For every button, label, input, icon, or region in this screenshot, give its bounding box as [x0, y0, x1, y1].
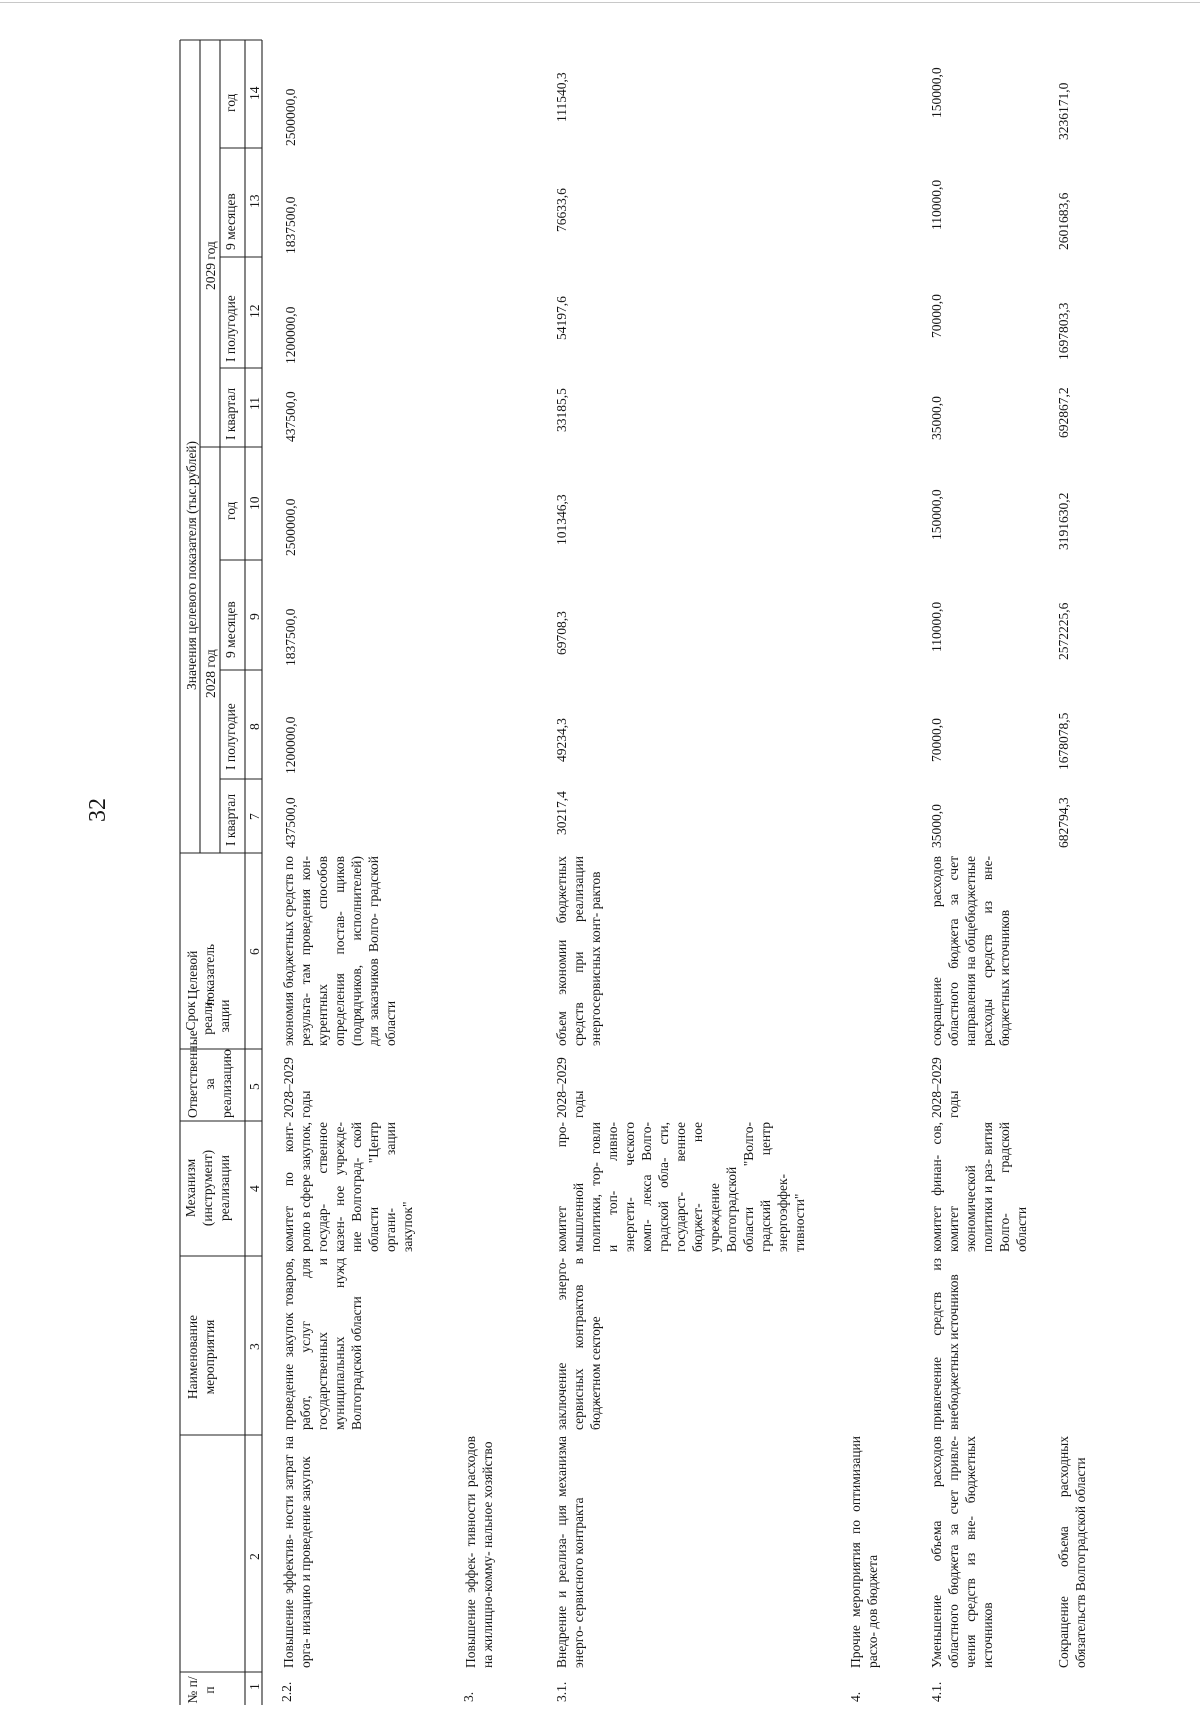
row-value: 692867,2 — [1056, 387, 1071, 438]
row-value: 1678078,5 — [1056, 712, 1071, 770]
col-number: 14 — [247, 86, 262, 100]
row-value: 1697803,3 — [1056, 302, 1071, 360]
row-target: экономия бюджетных средств по результа- там проведения кон- курентных способов определения постав- щиков (подрядчиков, исполнителей) для заказчиков Волго- градской области — [281, 856, 398, 1046]
row-value: 49234,3 — [554, 718, 569, 762]
row-value: 70000,0 — [929, 718, 944, 762]
row-target: сокращение расходов областного бюджета за счет направления на общебюджетные расходы средств из вне- бюджетных источников — [929, 856, 1012, 1046]
row-responsible: комитет про- мышленной политики, тор- говли и топ- ливно-энергети- ческого комп- лекса Волго- градской обла- сти, государст- венное бюджет- ное учреждение Волгоградской области "Волго- градский центр энергоэффек- тивности" — [554, 1122, 807, 1252]
row-value: 2572225,6 — [1056, 602, 1071, 660]
row-mechanism: проведение закупок товаров, работ, услуг для государственных и муниципальных нужд Волгоградской области — [281, 1258, 364, 1430]
row-term: 2028–2029 годы — [554, 1057, 586, 1118]
row-value: 150000,0 — [929, 489, 944, 540]
header-responsible: Ответственные за реализацию — [185, 1030, 234, 1118]
row-mechanism: привлечение средств из внебюджетных источников — [929, 1258, 961, 1430]
row-value: 35000,0 — [929, 804, 944, 848]
col-number: 9 — [247, 613, 262, 620]
row-mechanism: заключение энерго- сервисных контрактов в бюджетном секторе — [554, 1258, 603, 1430]
row-name: Внедрение и реализа- ция механизма энерго- сервисного контракта — [554, 1436, 586, 1668]
col-number: 1 — [247, 1683, 262, 1690]
row-value: 2601683,6 — [1056, 192, 1071, 250]
header-period: 9 месяцев — [223, 601, 238, 658]
page-number: 32 — [85, 798, 111, 822]
row-value: 3236171,0 — [1056, 82, 1071, 140]
header-num: № п/п — [185, 1676, 217, 1704]
row-num: 2.2. — [279, 1681, 294, 1702]
col-number: 10 — [247, 496, 262, 510]
row-num: 4. — [848, 1691, 863, 1702]
col-number: 12 — [247, 304, 262, 318]
row-value: 30217,4 — [554, 791, 569, 835]
row-value: 1200000,0 — [283, 716, 298, 774]
row-term: 2028–2029 годы — [281, 1057, 313, 1118]
row-value: 682794,3 — [1056, 797, 1071, 848]
header-target: Целевой показатель — [185, 943, 217, 1007]
row-value: 437500,0 — [283, 391, 298, 442]
row-value: 1200000,0 — [283, 306, 298, 364]
row-value: 110000,0 — [929, 179, 944, 230]
row-name: Прочие мероприятия по оптимизации расхо- дов бюджета — [848, 1436, 880, 1668]
row-name: Повышение эффектив- ности затрат на орга- низацию и проведение закупок — [281, 1436, 313, 1668]
row-num: 3. — [461, 1691, 476, 1702]
row-value: 70000,0 — [929, 294, 944, 338]
row-value: 437500,0 — [283, 797, 298, 848]
row-name: Повышение эффек- тивности расходов на жилищно-комму- нальное хозяйство — [463, 1436, 495, 1668]
row-responsible: комитет по конт- ролю в сфере закупок, государ- ственное казен- ное учрежде- ние Волгоград- ской области "Центр органи- зации закупок" — [281, 1122, 415, 1252]
row-target: объем экономии бюджетных средств при реализации энергосервисных конт- рактов — [554, 856, 603, 1046]
col-number: 7 — [247, 813, 262, 820]
row-name: Уменьшение объема расходов областного бюджета за счет привле- чения средств из вне- бюджетных источников — [929, 1436, 995, 1668]
row-value: 150000,0 — [929, 67, 944, 118]
header-term: Срок реали- зации — [183, 997, 232, 1035]
col-number: 3 — [247, 1343, 262, 1350]
row-num: 3.1. — [554, 1681, 569, 1702]
row-value: 101346,3 — [554, 494, 569, 545]
header-values-title: Значения целевого показателя (тыс.рублей) — [184, 440, 199, 690]
row-value: 76633,6 — [554, 188, 569, 232]
col-number: 5 — [247, 1083, 262, 1090]
row-value: 2500000,0 — [283, 498, 298, 556]
row-value: 110000,0 — [929, 601, 944, 652]
header-period: I квартал — [223, 387, 238, 440]
row-responsible: комитет финан- сов, комитет экономической политики и раз- вития Волго- градской области — [929, 1122, 1029, 1252]
col-number: 6 — [247, 948, 262, 955]
row-value: 1837500,0 — [283, 608, 298, 666]
row-value: 35000,0 — [929, 396, 944, 440]
header-year-2029: 2029 год — [203, 241, 218, 290]
row-value: 69708,3 — [554, 611, 569, 655]
col-number: 4 — [247, 1185, 262, 1192]
row-name: Сокращение объема расходных обязательств Волгоградской области — [1056, 1436, 1088, 1668]
header-year-2028: 2028 год — [203, 649, 218, 698]
row-num: 4.1. — [929, 1681, 944, 1702]
col-number: 2 — [247, 1553, 262, 1560]
header-period: год — [223, 93, 238, 112]
header-mechanism: Механизм (инструмент) реализации — [183, 1149, 232, 1227]
row-term: 2028–2029 годы — [929, 1057, 961, 1118]
header-period: I полугодие — [223, 295, 238, 362]
row-value: 33185,5 — [554, 388, 569, 432]
col-number: 11 — [247, 397, 262, 410]
header-period: I квартал — [223, 793, 238, 846]
header-period: год — [223, 501, 238, 520]
row-value: 3191630,2 — [1056, 492, 1071, 550]
row-value: 1837500,0 — [283, 196, 298, 254]
row-value: 2500000,0 — [283, 88, 298, 146]
header-period: 9 месяцев — [223, 193, 238, 250]
col-number: 8 — [247, 723, 262, 730]
col-number: 13 — [247, 194, 262, 208]
row-value: 111540,3 — [554, 72, 569, 122]
header-name: Наименование мероприятия — [185, 1314, 217, 1400]
header-period: I полугодие — [223, 703, 238, 770]
row-value: 54197,6 — [554, 296, 569, 340]
